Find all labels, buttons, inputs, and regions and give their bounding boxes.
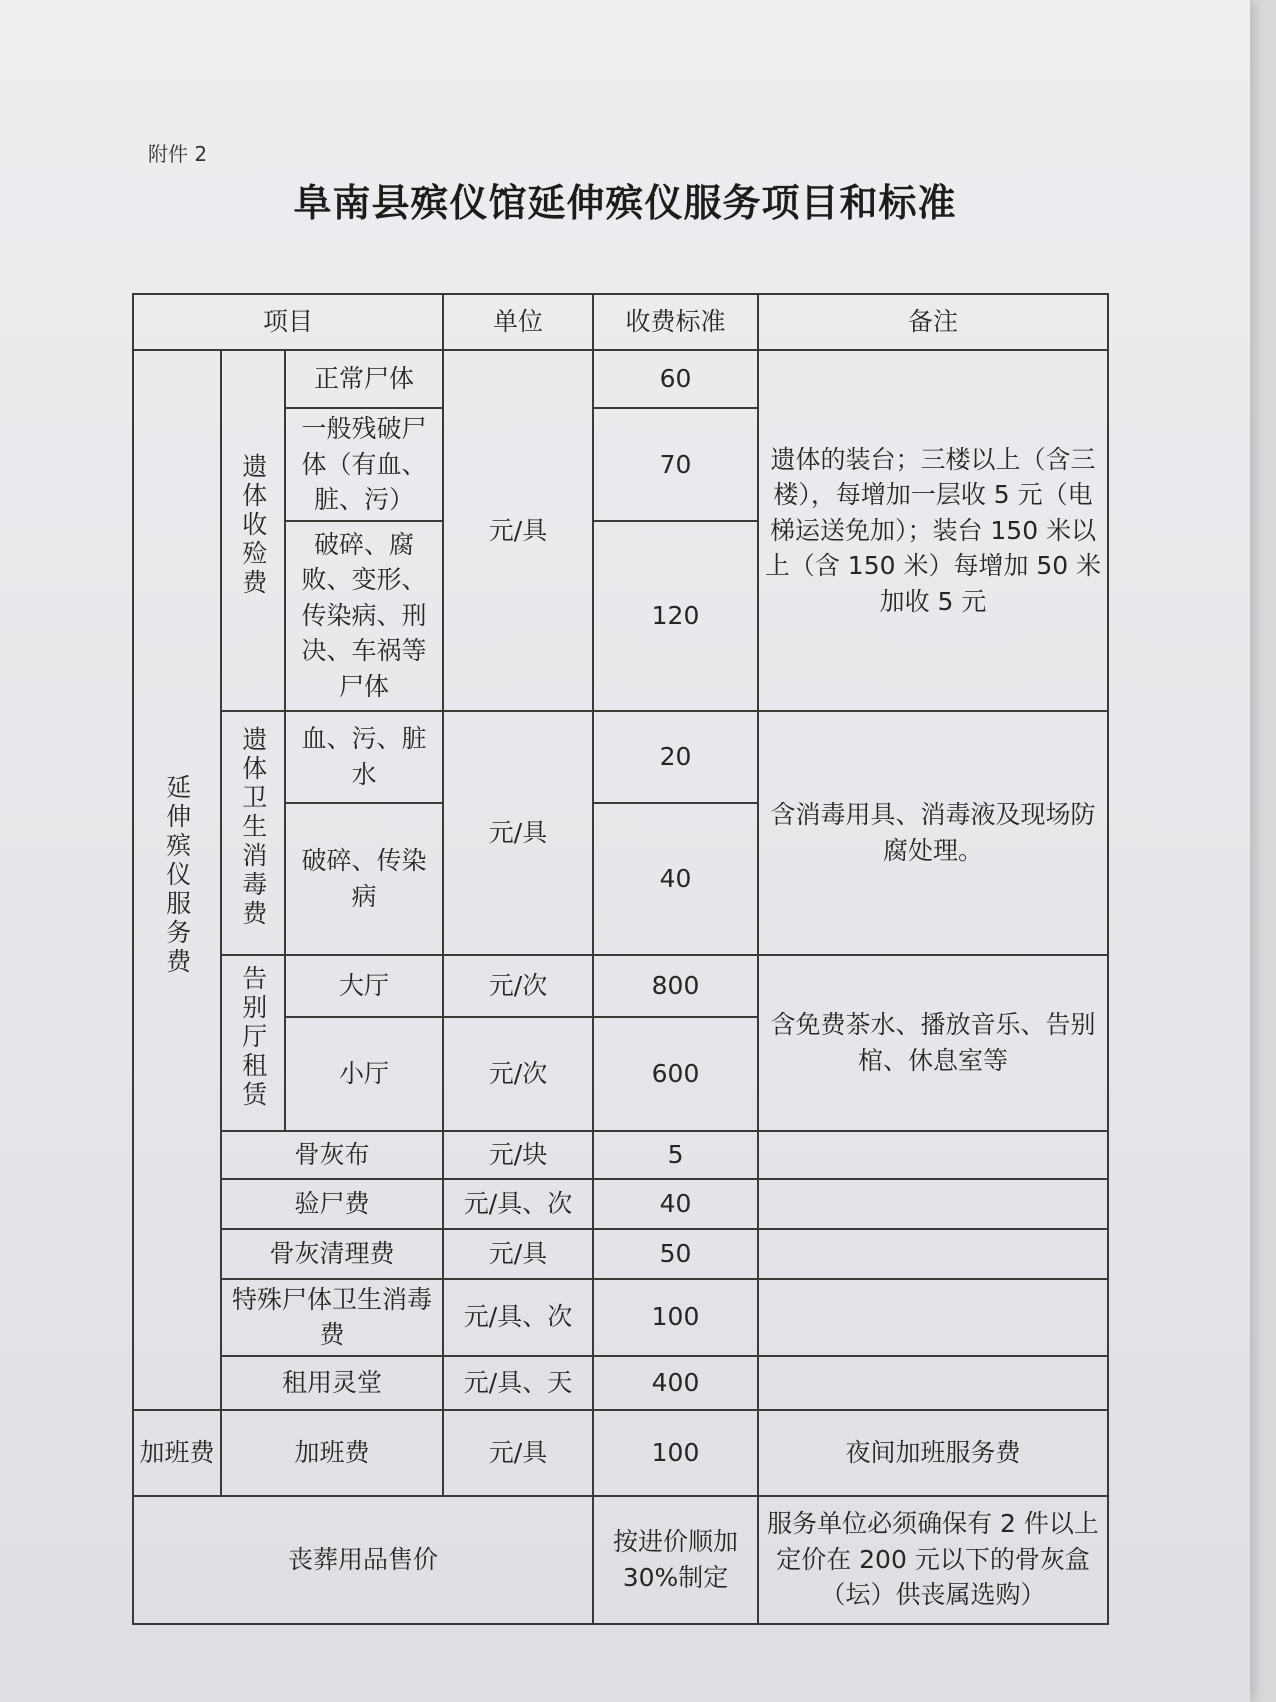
row-note bbox=[758, 1179, 1108, 1229]
body-collect-note: 遗体的装台；三楼以上（含三楼），每增加一层收 5 元（电梯运送免加）；装台 150 米以上（含 150 米）每增加 50 米加收 5 元 bbox=[758, 350, 1108, 711]
row-unit: 元/块 bbox=[443, 1131, 593, 1179]
row-name: 丧葬用品售价 bbox=[133, 1496, 593, 1624]
document-title: 阜南县殡仪馆延伸殡仪服务项目和标准 bbox=[293, 181, 957, 225]
overtime-group-label: 加班费 bbox=[133, 1410, 221, 1496]
farewell-hall-note: 含免费茶水、播放音乐、告别棺、休息室等 bbox=[758, 955, 1108, 1131]
row-unit: 元/具 bbox=[443, 1229, 593, 1279]
row-fee: 600 bbox=[593, 1017, 758, 1131]
row-fee: 40 bbox=[593, 1179, 758, 1229]
row-fee: 70 bbox=[593, 408, 758, 521]
farewell-hall-label: 告别厅租赁 bbox=[221, 955, 285, 1131]
row-name: 正常尸体 bbox=[285, 350, 443, 408]
row-unit: 元/具、天 bbox=[443, 1356, 593, 1410]
table-row bbox=[133, 1410, 1108, 1496]
body-collect-unit: 元/具 bbox=[443, 350, 593, 711]
fee-table bbox=[132, 293, 1109, 1625]
table-header-row bbox=[133, 294, 1108, 350]
row-name: 破碎、腐败、变形、传染病、刑决、车祸等尸体 bbox=[285, 521, 443, 711]
funeral-goods-note: 服务单位必须确保有 2 件以上定价在 200 元以下的骨灰盒（坛）供丧属选购） bbox=[758, 1496, 1108, 1624]
table-row bbox=[133, 1356, 1108, 1410]
row-name: 特殊尸体卫生消毒费 bbox=[221, 1279, 443, 1356]
table-row bbox=[133, 1131, 1108, 1179]
row-name: 大厅 bbox=[285, 955, 443, 1017]
header-fee: 收费标准 bbox=[593, 294, 758, 350]
row-note bbox=[758, 1131, 1108, 1179]
row-fee: 100 bbox=[593, 1279, 758, 1356]
row-fee: 400 bbox=[593, 1356, 758, 1410]
row-name: 破碎、传染病 bbox=[285, 803, 443, 955]
row-fee: 5 bbox=[593, 1131, 758, 1179]
table-row bbox=[133, 955, 1108, 1017]
body-disinfect-label: 遗体卫生消毒费 bbox=[221, 711, 285, 955]
header-note: 备注 bbox=[758, 294, 1108, 350]
group-main-label: 延伸殡仪服务费 bbox=[133, 350, 221, 1410]
row-fee: 60 bbox=[593, 350, 758, 408]
row-fee: 40 bbox=[593, 803, 758, 955]
row-name: 小厅 bbox=[285, 1017, 443, 1131]
row-name: 加班费 bbox=[221, 1410, 443, 1496]
row-fee: 按进价顺加30%制定 bbox=[593, 1496, 758, 1624]
row-name: 验尸费 bbox=[221, 1179, 443, 1229]
row-name: 骨灰清理费 bbox=[221, 1229, 443, 1279]
row-name: 血、污、脏水 bbox=[285, 711, 443, 803]
row-unit: 元/具、次 bbox=[443, 1279, 593, 1356]
table-row bbox=[133, 1229, 1108, 1279]
row-unit: 元/次 bbox=[443, 955, 593, 1017]
table-row bbox=[133, 1179, 1108, 1229]
attachment-label: 附件 2 bbox=[148, 142, 208, 166]
table-row bbox=[133, 350, 1108, 408]
row-unit: 元/具 bbox=[443, 1410, 593, 1496]
row-note bbox=[758, 1279, 1108, 1356]
overtime-note: 夜间加班服务费 bbox=[758, 1410, 1108, 1496]
row-note bbox=[758, 1356, 1108, 1410]
body-collect-label: 遗体收殓费 bbox=[221, 350, 285, 711]
row-unit: 元/具、次 bbox=[443, 1179, 593, 1229]
body-disinfect-unit: 元/具 bbox=[443, 711, 593, 955]
row-fee: 100 bbox=[593, 1410, 758, 1496]
row-unit: 元/次 bbox=[443, 1017, 593, 1131]
header-item: 项目 bbox=[133, 294, 443, 350]
row-name: 租用灵堂 bbox=[221, 1356, 443, 1410]
row-fee: 20 bbox=[593, 711, 758, 803]
row-fee: 50 bbox=[593, 1229, 758, 1279]
row-name: 骨灰布 bbox=[221, 1131, 443, 1179]
header-unit: 单位 bbox=[443, 294, 593, 350]
table-row bbox=[133, 1496, 1108, 1624]
row-name: 一般残破尸体（有血、脏、污） bbox=[285, 408, 443, 521]
row-note bbox=[758, 1229, 1108, 1279]
body-disinfect-note: 含消毒用具、消毒液及现场防腐处理。 bbox=[758, 711, 1108, 955]
table-row bbox=[133, 711, 1108, 803]
table-row bbox=[133, 1279, 1108, 1356]
row-fee: 120 bbox=[593, 521, 758, 711]
row-fee: 800 bbox=[593, 955, 758, 1017]
